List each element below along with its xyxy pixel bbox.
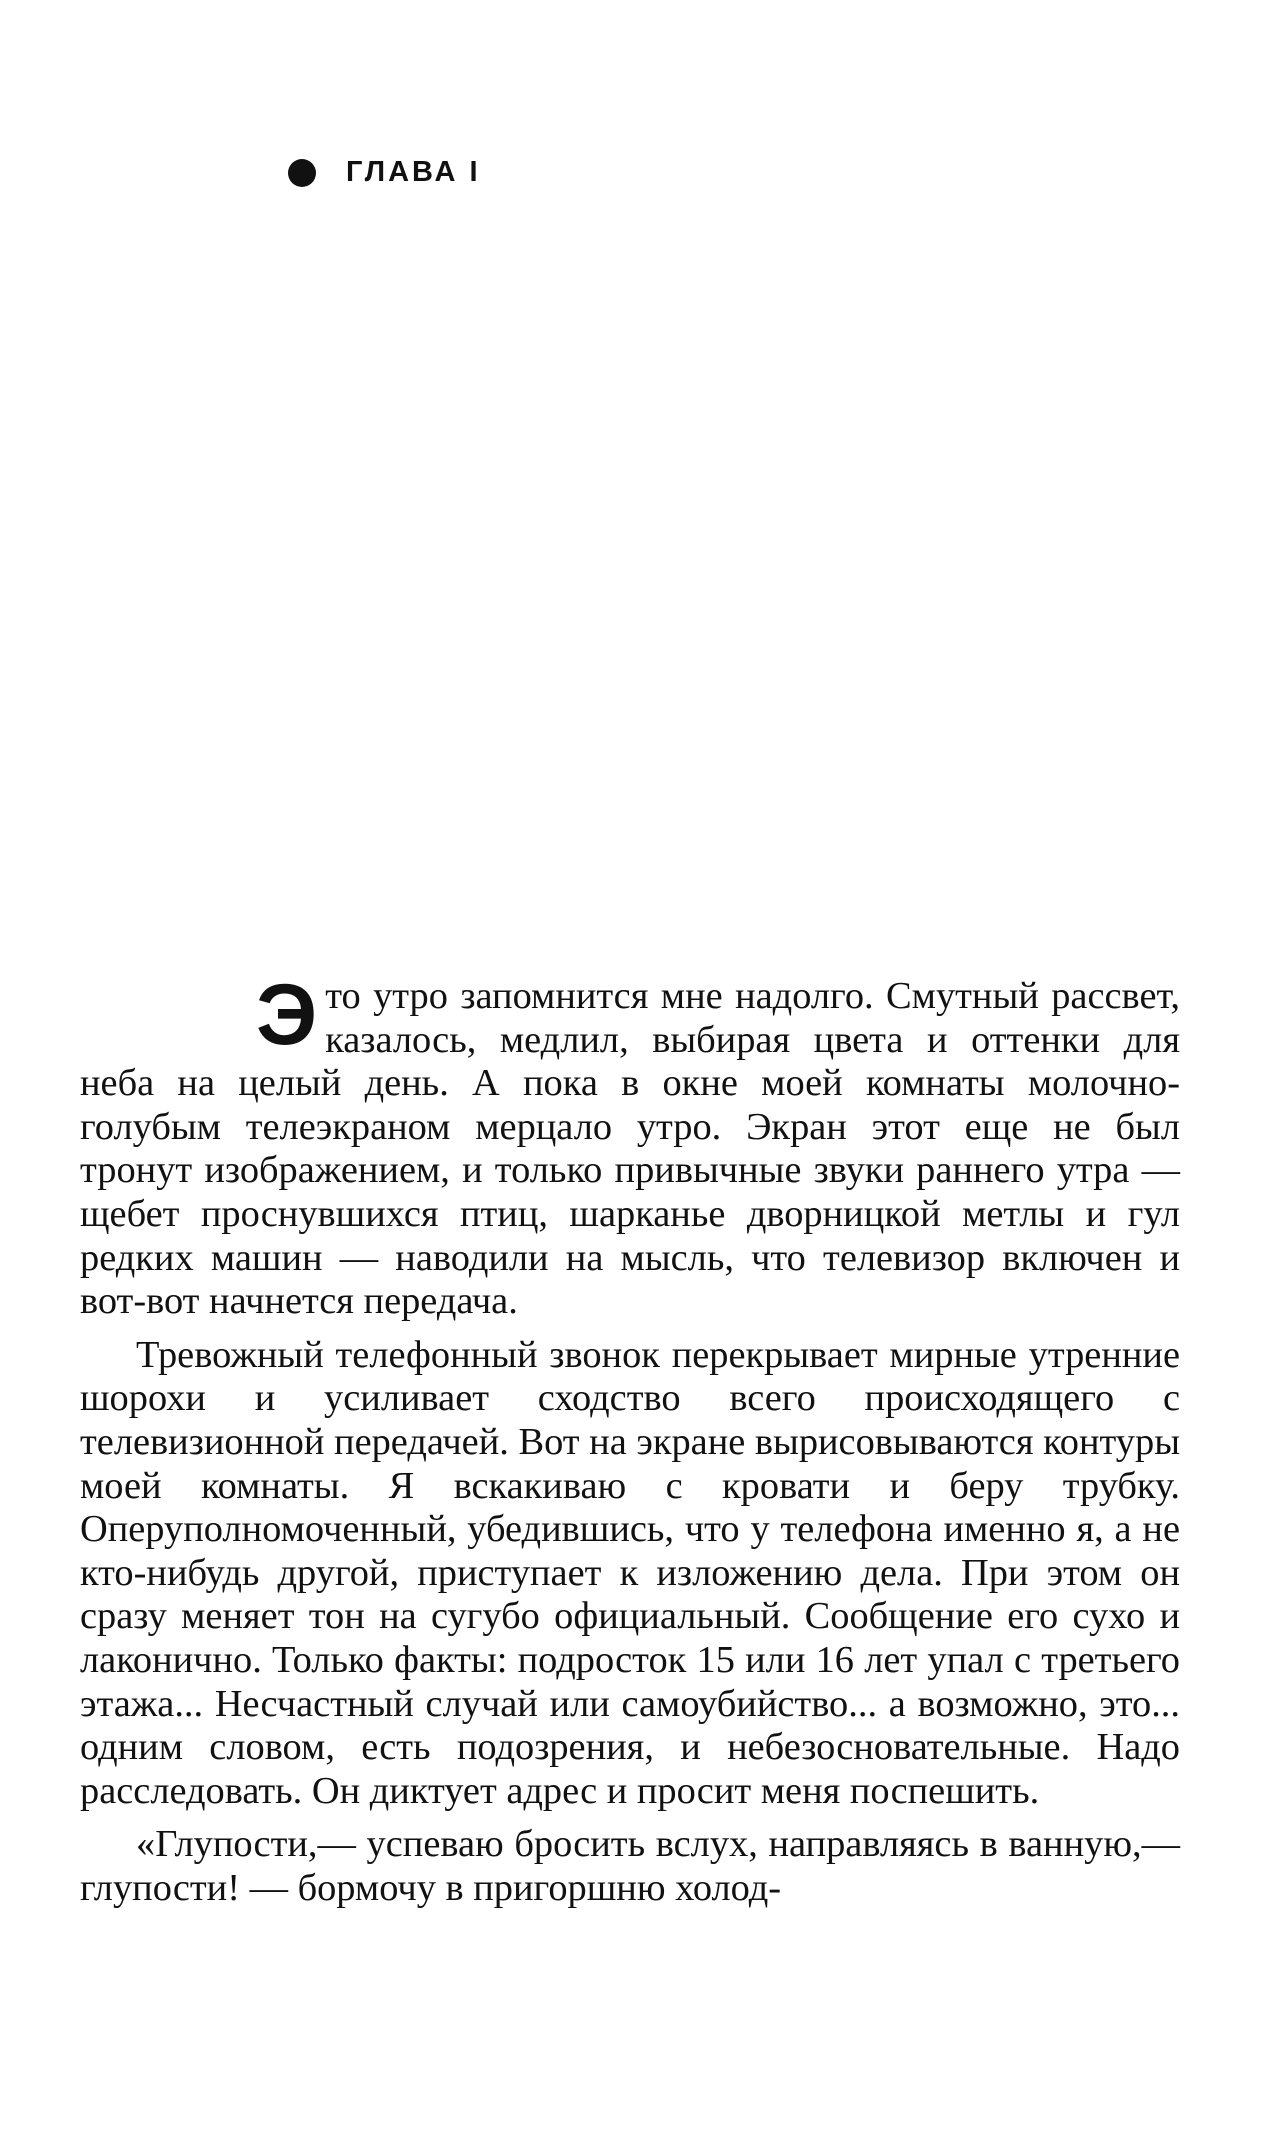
chapter-title: ГЛАВА I	[346, 156, 481, 188]
drop-cap-letter: Э	[256, 967, 318, 1063]
paragraph-2: Тревожный телефонный звонок перекрывает мирные утренние шорохи и усиливает сходство всего происходящего с телевизионной передачей. Вот на экране вырисовываются контуры моей комнаты. Я вскакиваю с кровати и беру трубку. Оперуполномоченный, убедившись, что у телефона именно я, а не кто-нибудь другой, приступает к изложению дела. При этом он сразу меняет тон на сугубо официальный. Сообщение его сухо и лаконично. Только факты: подросток 15 или 16 лет упал с третьего этажа... Несчастный случай или самоубийство... а возможно, это... одним словом, есть подозрения, и небезосновательные. Надо расследовать. Он диктует адрес и просит меня поспешить.	[80, 1333, 1180, 1812]
paragraph-3: «Глупости,— успеваю бросить вслух, направляясь в ванную,— глупости! — бормочу в пригоршню холод-	[80, 1823, 1180, 1909]
bullet-icon	[288, 159, 316, 187]
paragraph-1-text: то утро запомнится мне надолго. Смутный рассвет, казалось, медлил, выбирая цвета и оттенки для неба на целый день. А пока в окне моей комнаты молочно-голубым телеэкраном мерцало утро. Экран этот еще не был тронут изображением, и только привычные звуки раннего утра — щебет проснувшихся птиц, шарканье дворницкой метлы и гул редких машин — наводили на мысль, что телевизор включен и вот-вот начнется передача.	[80, 975, 1180, 1323]
chapter-text	[80, 967, 1180, 1920]
chapter-heading	[288, 156, 481, 189]
paragraph-1	[80, 967, 1180, 1324]
